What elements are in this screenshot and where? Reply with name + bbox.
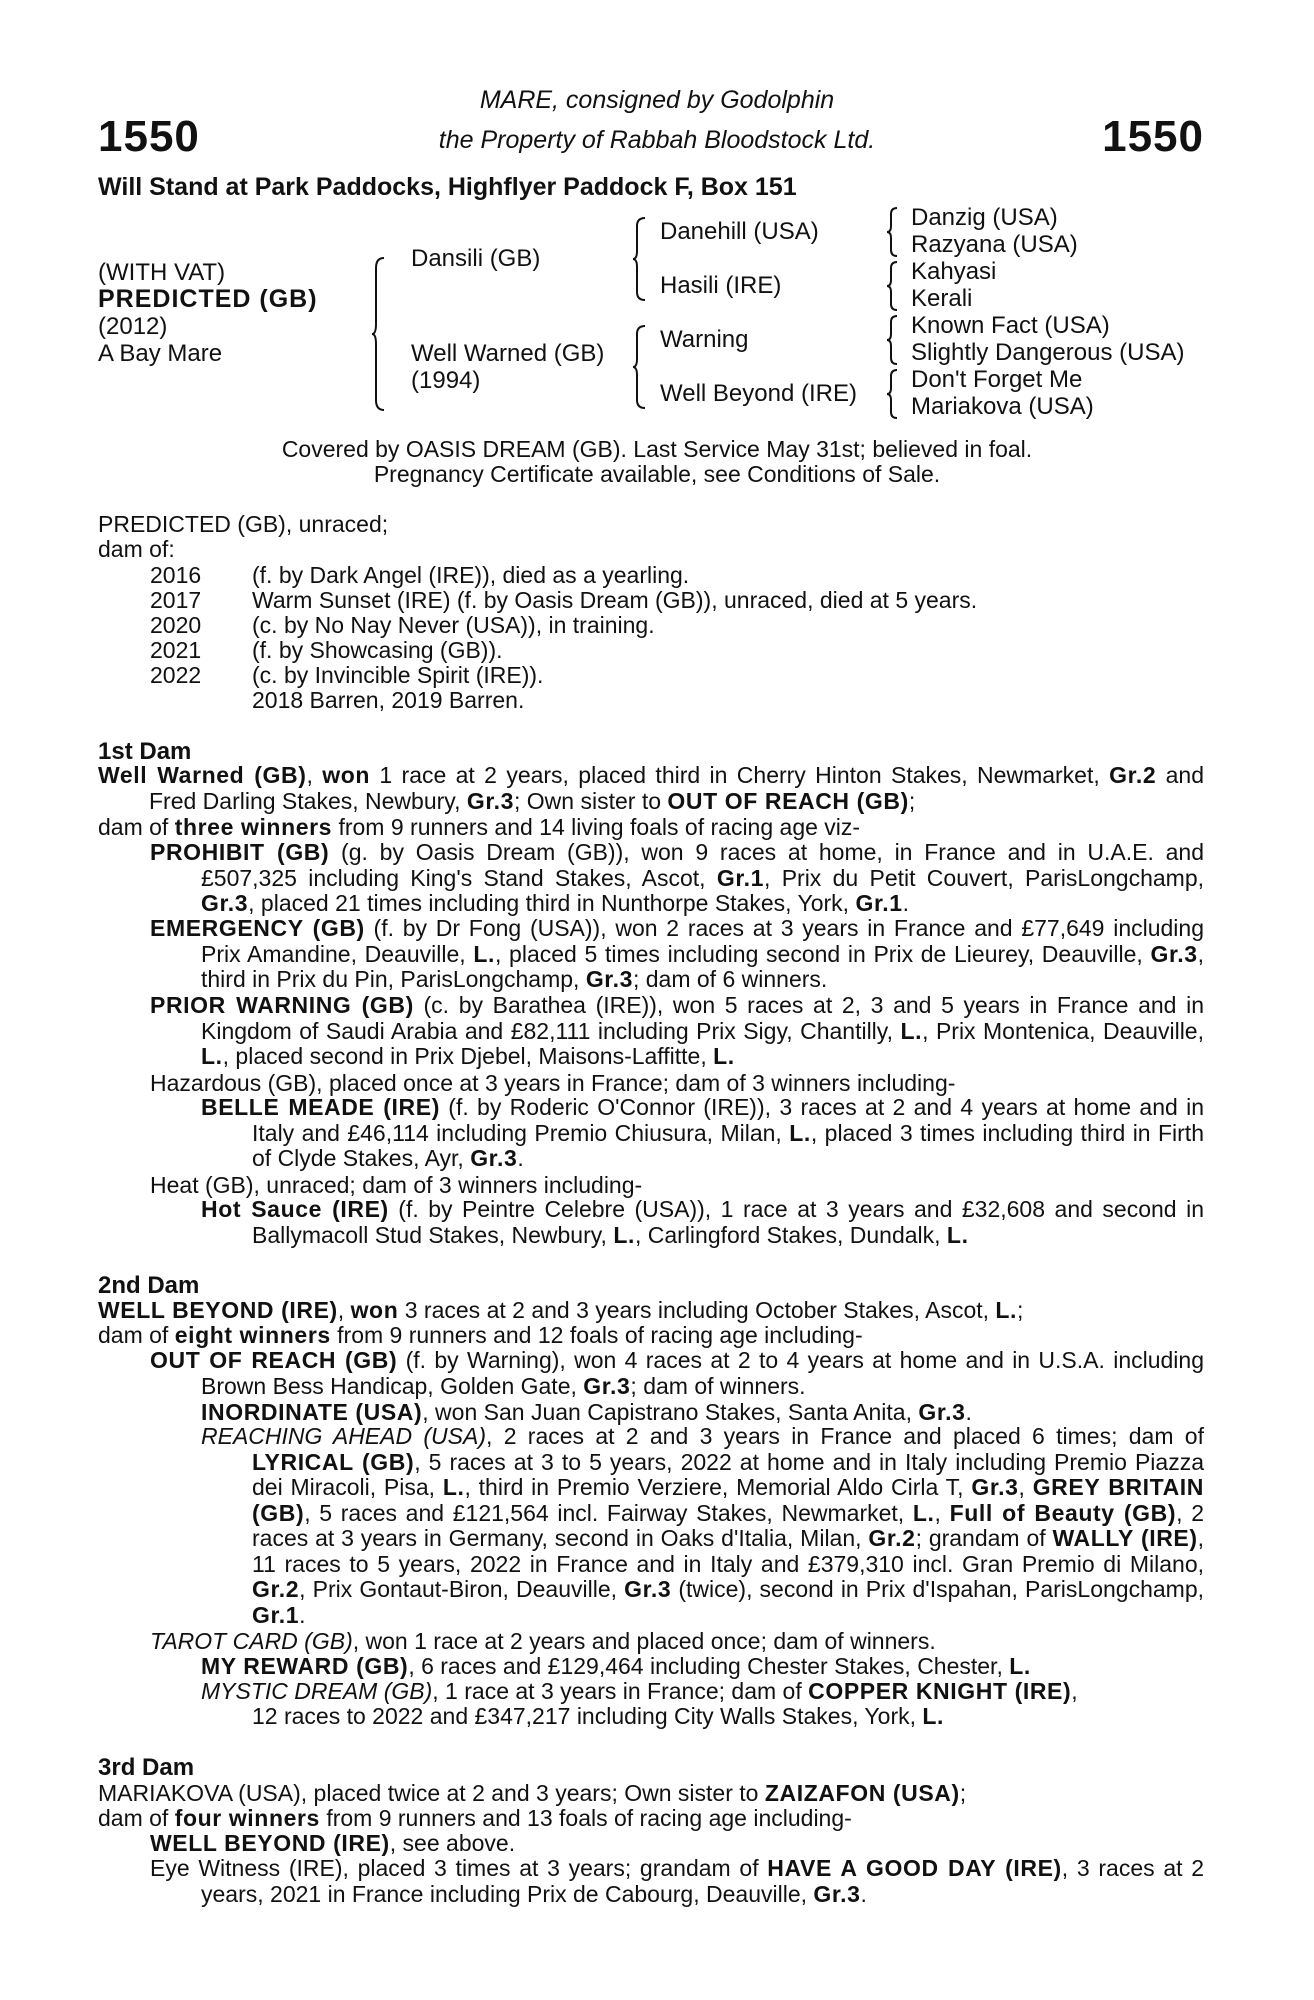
produce-text: (f. by Showcasing (GB)). [252,637,503,663]
second-dam-out-of-reach: OUT OF REACH (GB) (f. by Warning), won 4 races at 2 to 4 years at home and in U.S.A. including Brown Bess Handicap, Golden Gate, Gr.3; dam of winners. [150,1347,1204,1399]
produce-year: 2016 [150,562,202,588]
produce-dam-of: dam of: [98,536,175,562]
pedigree-g5: Known Fact (USA) [911,312,1110,339]
produce-year: 2022 [150,662,202,688]
pedigree-g6: Slightly Dangerous (USA) [911,339,1185,366]
lot-number-right: 1550 [1102,112,1204,161]
horse-name: PREDICTED (GB) [98,285,318,313]
stand-location: Will Stand at Park Paddocks, Highflyer Paddock F, Box 151 [98,173,797,201]
produce-intro: PREDICTED (GB), unraced; [98,511,389,537]
first-dam-heat: Heat (GB), unraced; dam of 3 winners including- [150,1172,643,1198]
horse-year: (2012) [98,313,168,340]
produce-text: (c. by No Nay Never (USA)), in training. [252,612,655,638]
pedigree-dam-sire: Warning [660,326,749,353]
third-dam-eye-witness: Eye Witness (IRE), placed 3 times at 3 years; grandam of HAVE A GOOD DAY (IRE), 3 races at 2 years, 2021 in France including Prix de Cabourg, Deauville, Gr.3. [150,1855,1204,1907]
second-dam-reaching-ahead: REACHING AHEAD (USA), 2 races at 2 and 3 years in France and placed 6 times; dam of LYRICAL (GB), 5 races at 3 to 5 years, 2022 at home and in Italy including Premio Piazza dei Miracoli, Pisa, L., third in Premio Verziere, Memorial Aldo Cirla T, Gr.3, GREY BRITAIN (GB), 5 races and £121,564 incl. Fairway Stakes, Newmarket, L., Full of Beauty (GB), 2 races at 3 years in Germany, second in Oaks d'Italia, Milan, Gr.2; grandam of WALLY (IRE), 11 races to 5 years, 2022 in France and in Italy and £379,310 incl. Gran Premio di Milano, Gr.2, Prix Gontaut-Biron, Deauville, Gr.3 (twice), second in Prix d'Ispahan, ParisLongchamp, Gr.1. [201,1423,1205,1628]
second-dam-intro: WELL BEYOND (IRE), won 3 races at 2 and 3 years including October Stakes, Ascot, L.; [98,1297,1024,1323]
third-dam-heading: 3rd Dam [98,1754,195,1781]
consignment-line-1: MARE, consigned by Godolphin [479,86,835,114]
pedigree-g4: Kerali [911,285,973,312]
pedigree-bracket-g3 [887,316,899,364]
pedigree-bracket-g1 [887,208,899,256]
produce-barren: 2018 Barren, 2019 Barren. [252,687,525,713]
pedigree-sire: Dansili (GB) [411,245,541,272]
consignment-line-2: the Property of Rabbah Bloodstock Ltd. [438,126,876,154]
pedigree-dam-year: (1994) [411,367,481,394]
first-dam-hot-sauce: Hot Sauce (IRE) (f. by Peintre Celebre (USA)), 1 race at 3 years and £32,608 and second in Ballymacoll Stud Stakes, Newbury, L., Carlingford Stakes, Dundalk, L. [201,1196,1204,1248]
pedigree-g7: Don't Forget Me [911,366,1083,393]
second-dam-dam-of: dam of eight winners from 9 runners and 12 foals of racing age including- [98,1322,863,1348]
first-dam-intro: Well Warned (GB), won 1 race at 2 years, placed third in Cherry Hinton Stakes, Newmarket, Gr.2 and Fred Darling Stakes, Newbury, Gr.3; Own sister to OUT OF REACH (GB); [98,762,1204,814]
pedigree-g1: Danzig (USA) [911,204,1058,231]
pedigree-g8: Mariakova (USA) [911,393,1094,420]
produce-year: 2020 [150,612,202,638]
pedigree-bracket-dam [633,326,647,408]
first-dam-heading: 1st Dam [98,738,192,765]
first-dam-dam-of: dam of three winners from 9 runners and 14 living foals of racing age viz- [98,814,861,840]
second-dam-heading: 2nd Dam [98,1272,200,1299]
produce-year: 2021 [150,637,202,663]
lot-number-left: 1550 [98,112,200,161]
pedigree-bracket-g4 [887,370,899,418]
pedigree-sire-dam: Hasili (IRE) [660,272,782,299]
second-dam-my-reward: MY REWARD (GB), 6 races and £129,464 including Chester Stakes, Chester, L. [201,1653,1031,1679]
second-dam-copper-knight: 12 races to 2022 and £347,217 including City Walls Stakes, York, L. [252,1703,945,1729]
pedigree-dam-dam: Well Beyond (IRE) [660,380,857,407]
third-dam-well-beyond: WELL BEYOND (IRE), see above. [150,1830,516,1856]
second-dam-mystic-dream: MYSTIC DREAM (GB), 1 race at 3 years in France; dam of COPPER KNIGHT (IRE), [201,1678,1078,1704]
covering-line-2: Pregnancy Certificate available, see Conditions of Sale. [373,461,941,487]
first-dam-belle-meade: BELLE MEADE (IRE) (f. by Roderic O'Connor (IRE)), 3 races at 2 and 4 years at home and in Italy and £46,114 including Premio Chiusura, Milan, L., placed 3 times including third in Firth of Clyde Stakes, Ayr, Gr.3. [201,1094,1205,1171]
pedigree-bracket-g2 [887,262,899,310]
first-dam-prior-warning: PRIOR WARNING (GB) (c. by Barathea (IRE)), won 5 races at 2, 3 and 5 years in France and in Kingdom of Saudi Arabia and £82,111 including Prix Sigy, Chantilly, L., Prix Montenica, Deauville, L., placed second in Prix Djebel, Maisons-Laffitte, L. [150,992,1204,1069]
pedigree-sire-sire: Danehill (USA) [660,218,819,245]
produce-year: 2017 [150,587,202,613]
first-dam-hazardous: Hazardous (GB), placed once at 3 years in France; dam of 3 winners including- [150,1070,956,1096]
second-dam-inordinate: INORDINATE (USA), won San Juan Capistrano Stakes, Santa Anita, Gr.3. [201,1399,972,1425]
pedigree-g3: Kahyasi [911,258,997,285]
third-dam-intro: MARIAKOVA (USA), placed twice at 2 and 3 years; Own sister to ZAIZAFON (USA); [98,1780,967,1806]
horse-vat: (WITH VAT) [98,259,226,286]
second-dam-tarot-card: TAROT CARD (GB), won 1 race at 2 years and placed once; dam of winners. [150,1628,936,1654]
covering-line-1: Covered by OASIS DREAM (GB). Last Service May 31st; believed in foal. [281,436,1033,462]
first-dam-emergency: EMERGENCY (GB) (f. by Dr Fong (USA)), won 2 races at 3 years in France and £77,649 including Prix Amandine, Deauville, L., placed 5 times including second in Prix de Lieurey, Deauville, Gr.3, third in Prix du Pin, ParisLongchamp, Gr.3; dam of 6 winners. [150,915,1205,992]
produce-text: (c. by Invincible Spirit (IRE)). [252,662,544,688]
pedigree-g2: Razyana (USA) [911,231,1078,258]
third-dam-dam-of: dam of four winners from 9 runners and 13 foals of racing age including- [98,1805,852,1831]
pedigree-bracket-main [372,258,386,410]
pedigree-bracket-sire [633,218,647,300]
first-dam-prohibit: PROHIBIT (GB) (g. by Oasis Dream (GB)), won 9 races at home, in France and in U.A.E. and £507,325 including King's Stand Stakes, Ascot, Gr.1, Prix du Petit Couvert, ParisLongchamp, Gr.3, placed 21 times including third in Nunthorpe Stakes, York, Gr.1. [150,839,1204,916]
horse-description: A Bay Mare [98,340,223,367]
pedigree-dam: Well Warned (GB) [411,340,605,367]
produce-text: (f. by Dark Angel (IRE)), died as a yearling. [252,562,690,588]
produce-text: Warm Sunset (IRE) (f. by Oasis Dream (GB)), unraced, died at 5 years. [252,587,978,613]
